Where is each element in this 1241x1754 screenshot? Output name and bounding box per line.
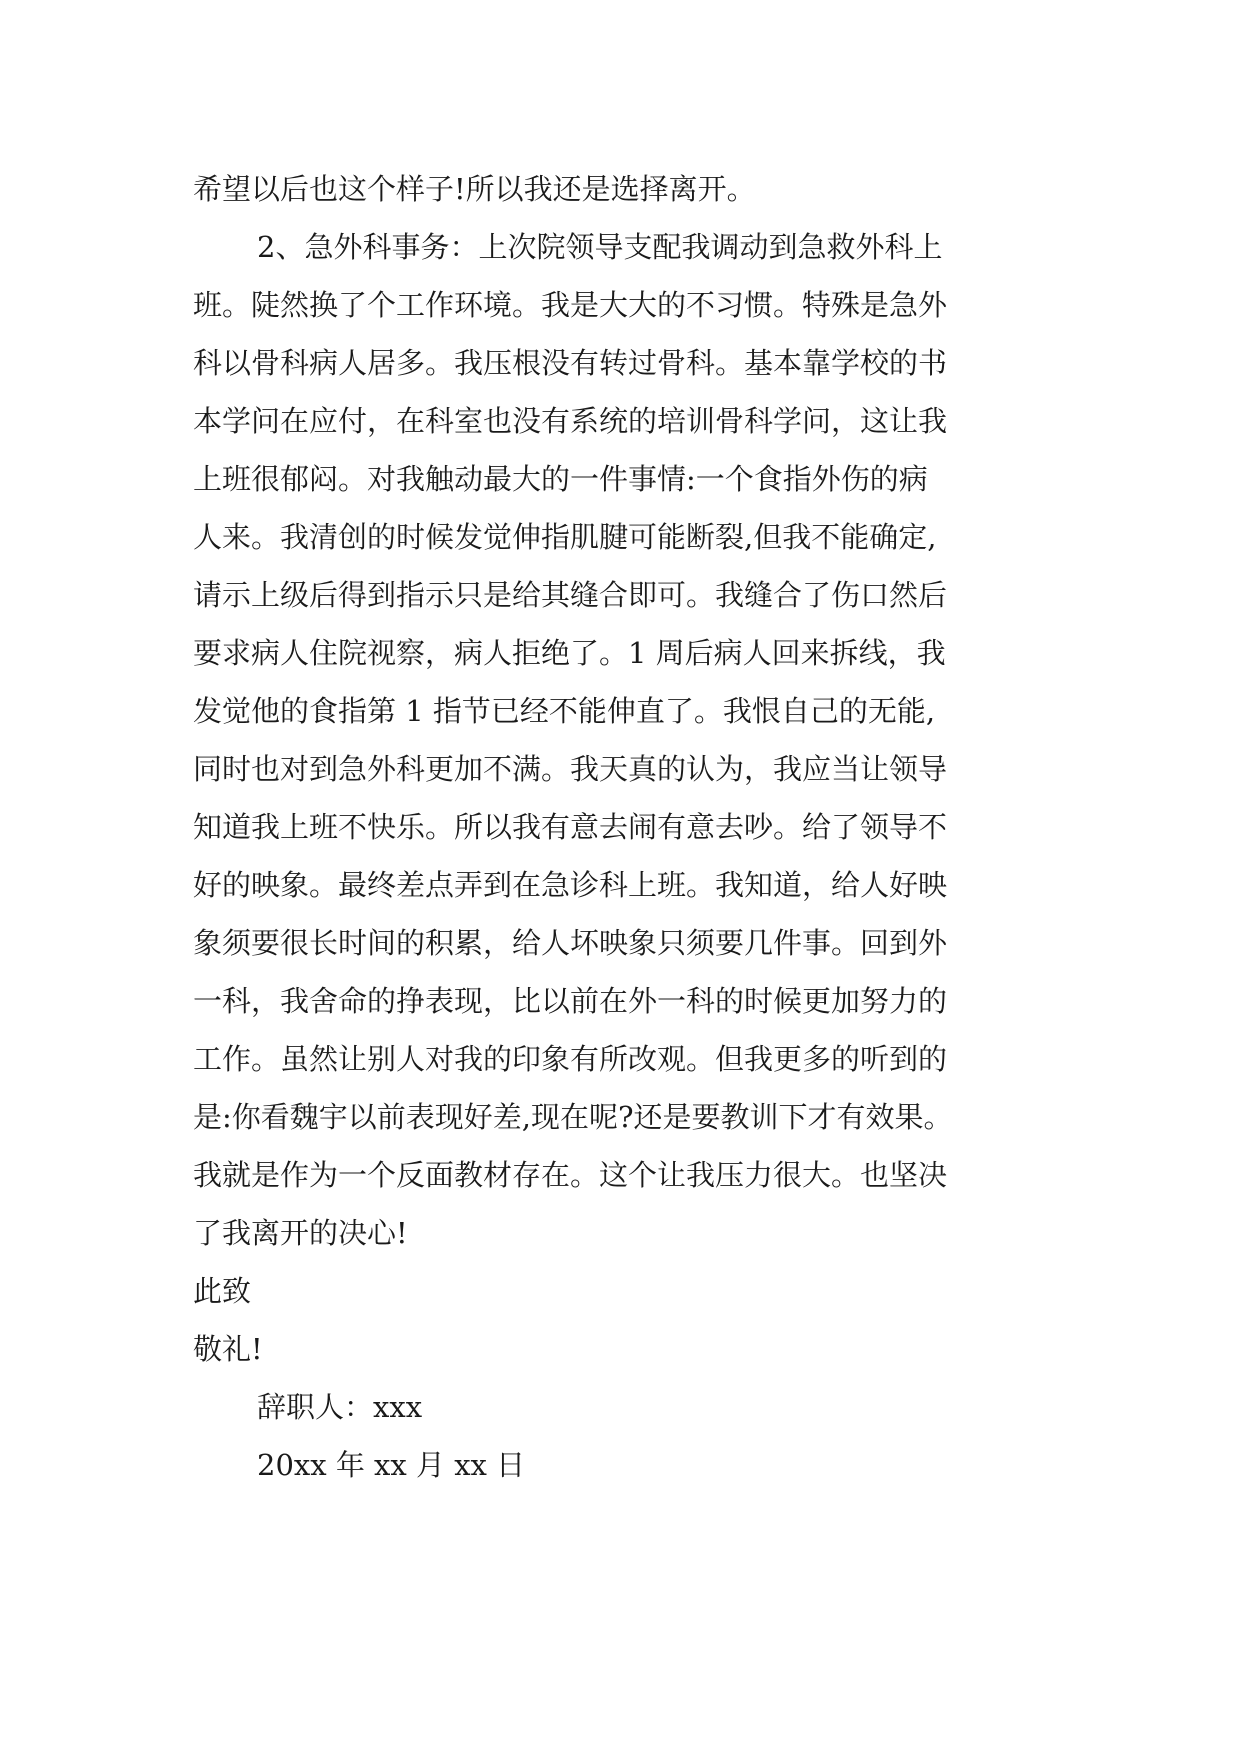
body-line: 象须要很长时间的积累，给人坏映象只须要几件事。回到外 [193,926,948,960]
closing-regards: 敬礼! [193,1332,263,1366]
date-line: 20xx 年 xx 月 xx 日 [257,1448,526,1482]
body-line-paragraph-start: 2、急外科事务：上次院领导支配我调动到急救外科上 [257,230,943,264]
signature-line: 辞职人：xxx [257,1390,423,1424]
body-line: 发觉他的食指第 1 指节已经不能伸直了。我恨自己的无能, [193,694,936,728]
body-line: 同时也对到急外科更加不满。我天真的认为，我应当让领导 [193,752,948,786]
body-line: 本学问在应付，在科室也没有系统的培训骨科学问，这让我 [193,404,948,438]
body-line: 是:你看魏宇以前表现好差,现在呢?还是要教训下才有效果。 [193,1100,953,1134]
body-line: 知道我上班不快乐。所以我有意去闹有意去吵。给了领导不 [193,810,948,844]
letter-body [193,160,1073,1494]
body-line: 工作。虽然让别人对我的印象有所改观。但我更多的听到的 [193,1042,948,1076]
body-line: 了我离开的决心! [193,1216,408,1250]
body-line: 一科，我舍命的挣表现，比以前在外一科的时候更加努力的 [193,984,948,1018]
body-line: 好的映象。最终差点弄到在急诊科上班。我知道，给人好映 [193,868,948,902]
body-line: 人来。我清创的时候发觉伸指肌腱可能断裂,但我不能确定, [193,520,937,554]
body-line: 请示上级后得到指示只是给其缝合即可。我缝合了伤口然后 [193,578,948,612]
body-line: 要求病人住院视察，病人拒绝了。1 周后病人回来拆线，我 [193,636,946,670]
closing-salutation: 此致 [193,1274,252,1308]
body-line: 我就是作为一个反面教材存在。这个让我压力很大。也坚决 [193,1158,948,1192]
body-line: 上班很郁闷。对我触动最大的一件事情:一个食指外伤的病 [193,462,928,496]
body-line: 希望以后也这个样子!所以我还是选择离开。 [193,172,756,206]
body-line: 科以骨科病人居多。我压根没有转过骨科。基本靠学校的书 [193,346,948,380]
body-line: 班。陡然换了个工作环境。我是大大的不习惯。特殊是急外 [193,288,948,322]
